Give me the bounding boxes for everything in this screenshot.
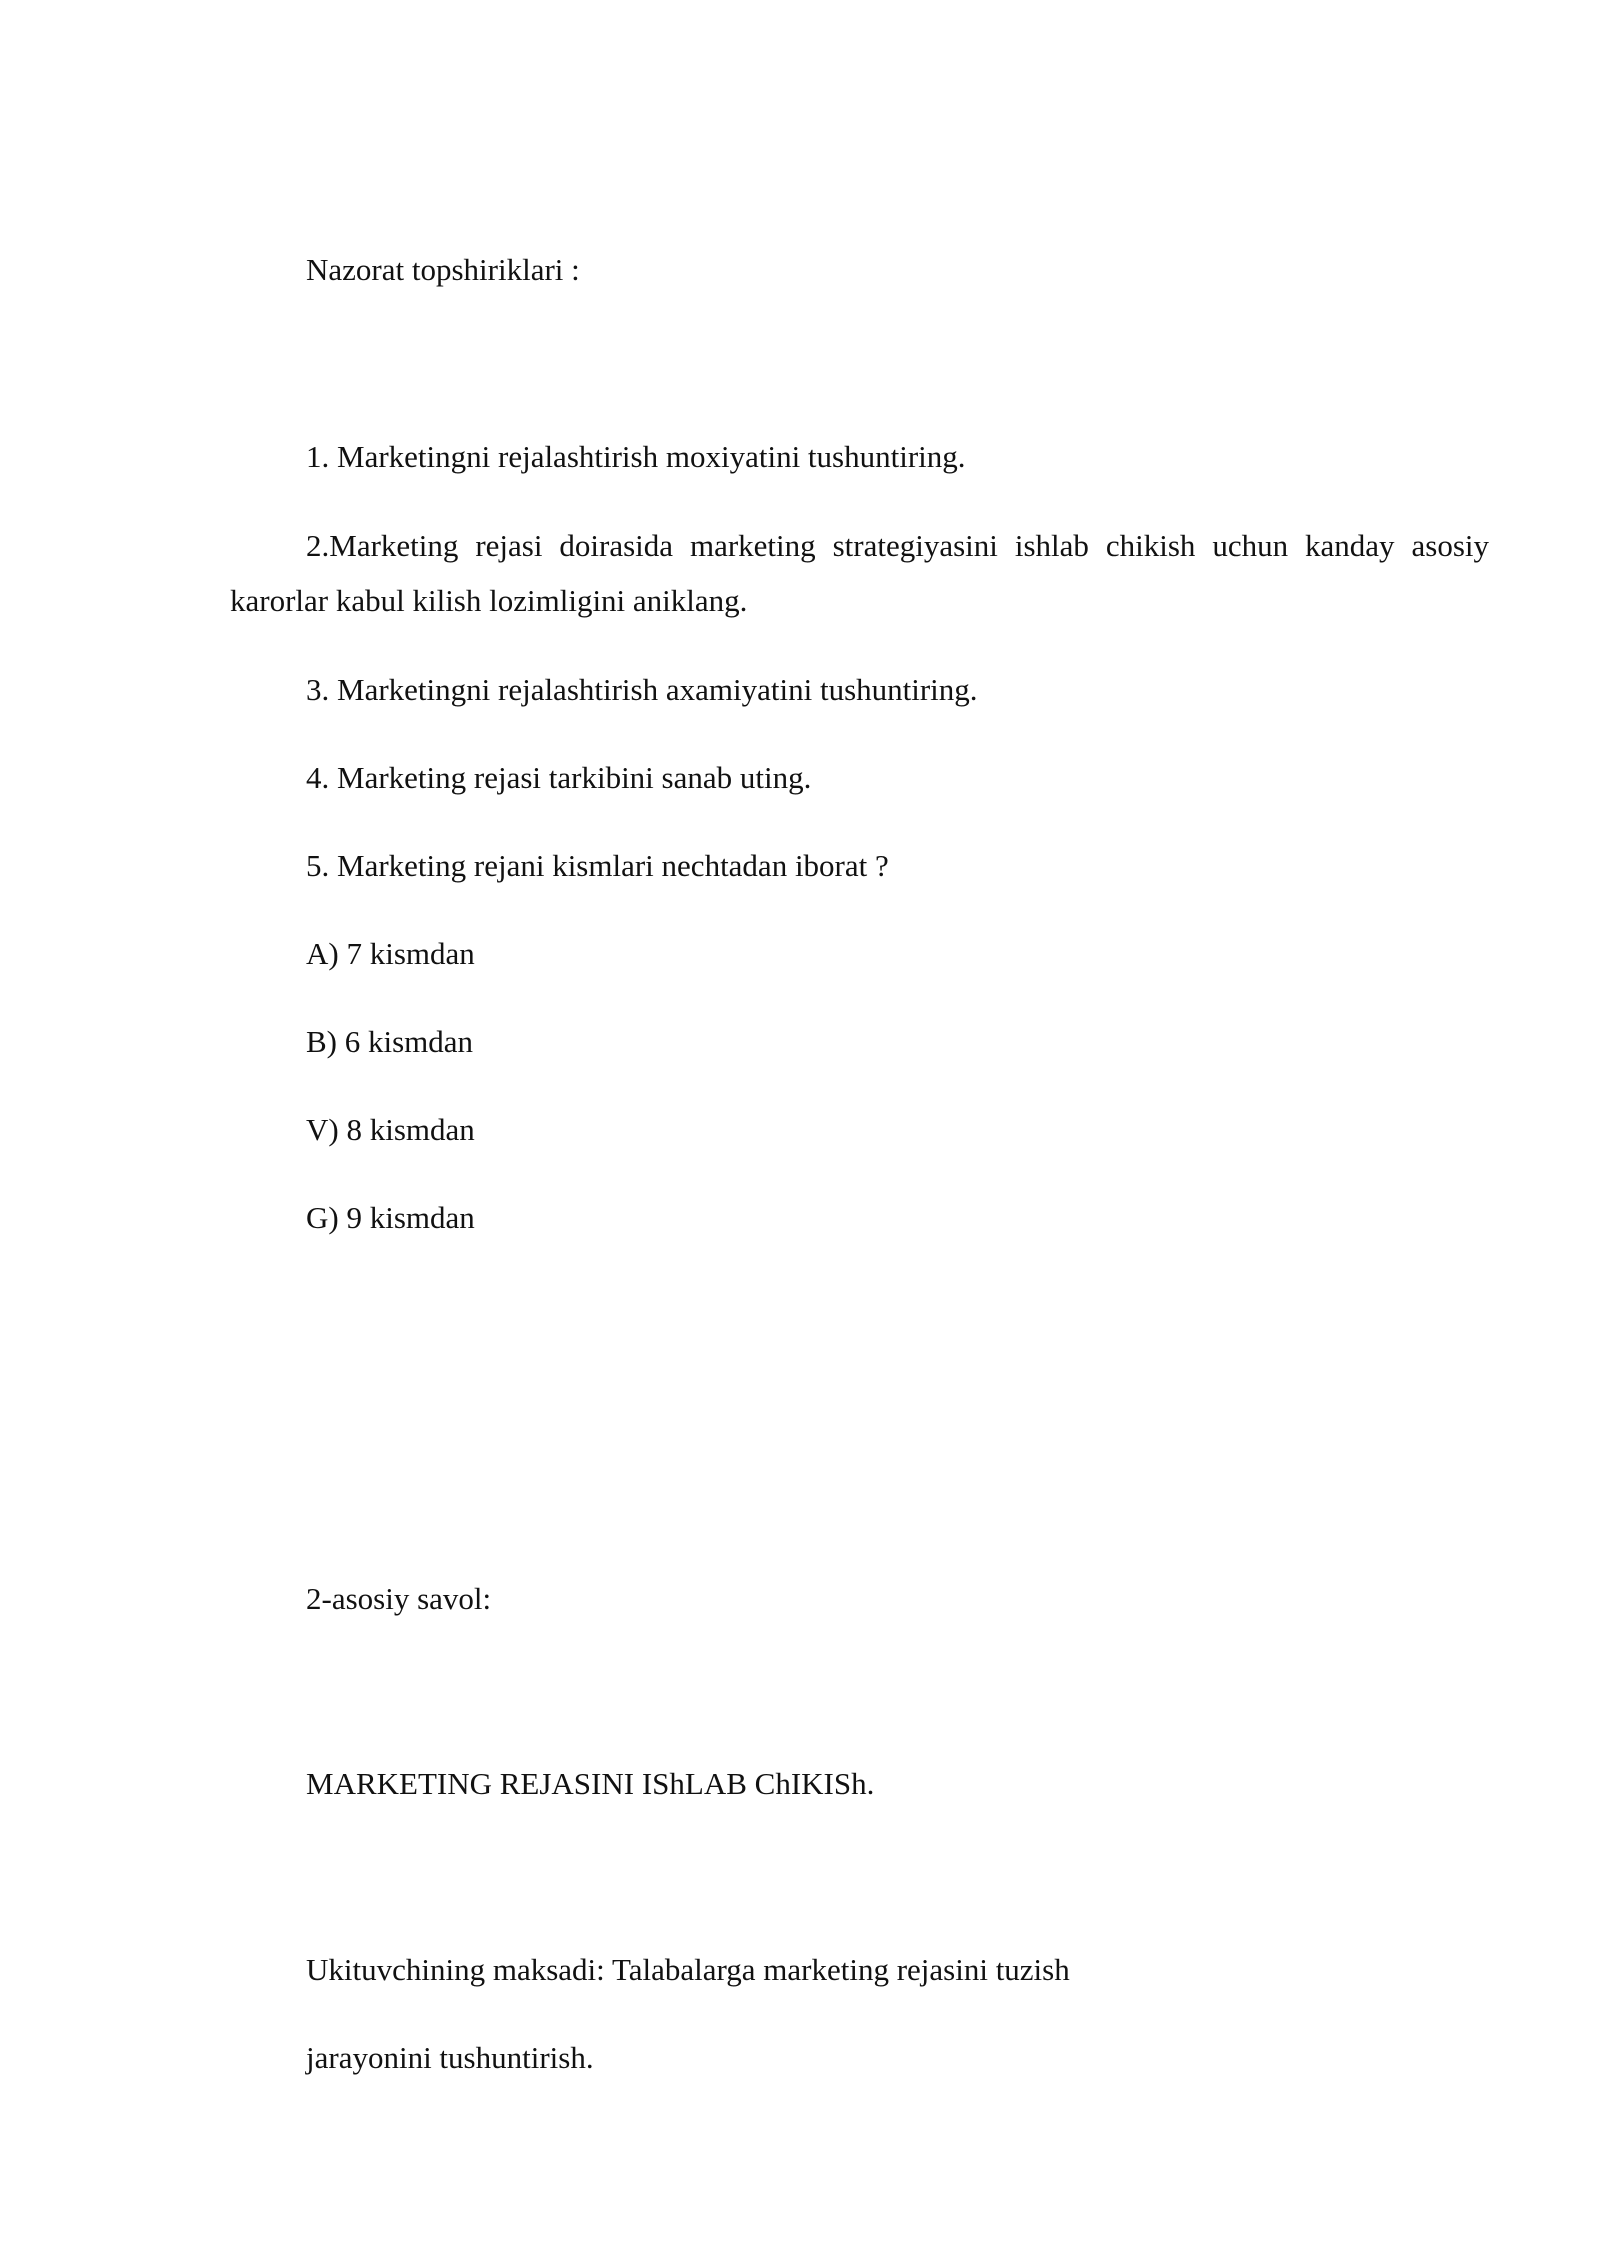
question-3: 3. Marketingni rejalashtirish axamiyatini tushuntiring.: [306, 672, 978, 707]
control-tasks-heading: Nazorat topshiriklari :: [306, 252, 580, 287]
question-2: 2.Marketing rejasi doirasida marketing strategiyasini ishlab chikish uchun kanday asosiy karorlar kabul kilish lozimligini aniklang.: [230, 528, 1489, 618]
teacher-goal-line-2: jarayonini tushuntirish.: [306, 2040, 594, 2075]
question-4: 4. Marketing rejasi tarkibini sanab uting.: [306, 760, 812, 795]
option-g: G) 9 kismdan: [306, 1200, 475, 1235]
question-1: 1. Marketingni rejalashtirish moxiyatini tushuntiring.: [306, 439, 966, 474]
section-label: 2-asosiy savol:: [306, 1581, 492, 1616]
option-b: B) 6 kismdan: [306, 1024, 474, 1059]
question-5: 5. Marketing rejani kismlari nechtadan iborat ?: [306, 848, 889, 883]
option-v: V) 8 kismdan: [306, 1112, 475, 1147]
option-a: A) 7 kismdan: [306, 936, 475, 971]
teacher-goal-line-1: Ukituvchining maksadi: Talabalarga marketing rejasini tuzish: [306, 1952, 1070, 1987]
section-title: MARKETING REJASINI IShLAB ChIKISh.: [306, 1766, 875, 1801]
